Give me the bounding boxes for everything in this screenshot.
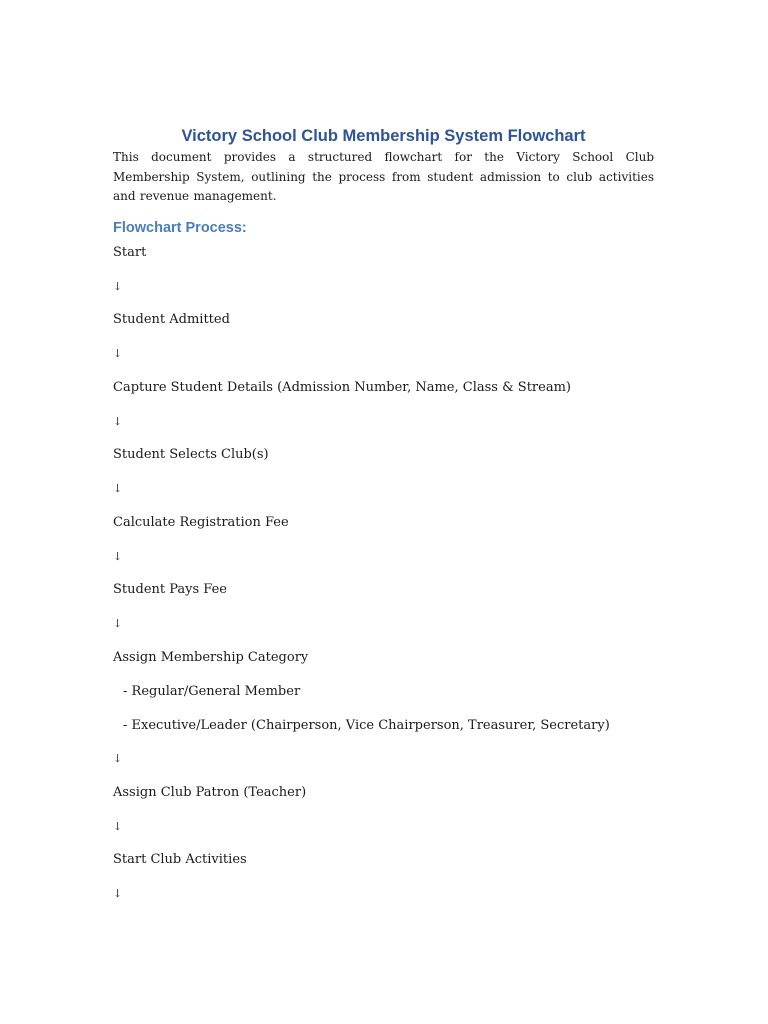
- step-select-clubs: Student Selects Club(s): [113, 447, 269, 462]
- step-calculate-fee: Calculate Registration Fee: [113, 515, 289, 530]
- category-regular-member: - Regular/General Member: [123, 684, 301, 699]
- step-start: Start: [113, 245, 147, 260]
- down-arrow-icon: ↓: [113, 820, 123, 833]
- down-arrow-icon: ↓: [113, 617, 123, 630]
- document-title: Victory School Club Membership System Flowchart: [181, 127, 586, 145]
- step-membership-category: Assign Membership Category: [113, 650, 309, 665]
- step-student-admitted: Student Admitted: [113, 312, 230, 327]
- step-assign-patron: Assign Club Patron (Teacher): [113, 785, 307, 800]
- category-executive-leader: - Executive/Leader (Chairperson, Vice Chairperson, Treasurer, Secretary): [123, 718, 610, 733]
- intro-paragraph: This document provides a structured flowchart for the Victory School Club Membership System, outlining the process from student admission to club activities and revenue management.: [113, 150, 654, 203]
- document-page: [113, 124, 654, 900]
- step-capture-details: Capture Student Details (Admission Number, Name, Class & Stream): [113, 380, 571, 395]
- down-arrow-icon: ↓: [113, 550, 123, 563]
- section-heading: Flowchart Process:: [113, 220, 247, 236]
- down-arrow-icon: ↓: [113, 752, 123, 765]
- step-pay-fee: Student Pays Fee: [113, 582, 228, 597]
- down-arrow-icon: ↓: [113, 280, 123, 293]
- down-arrow-icon: ↓: [113, 347, 123, 360]
- down-arrow-icon: ↓: [113, 482, 123, 495]
- step-start-activities: Start Club Activities: [113, 852, 247, 867]
- down-arrow-icon: ↓: [113, 415, 123, 428]
- down-arrow-icon: ↓: [113, 887, 123, 900]
